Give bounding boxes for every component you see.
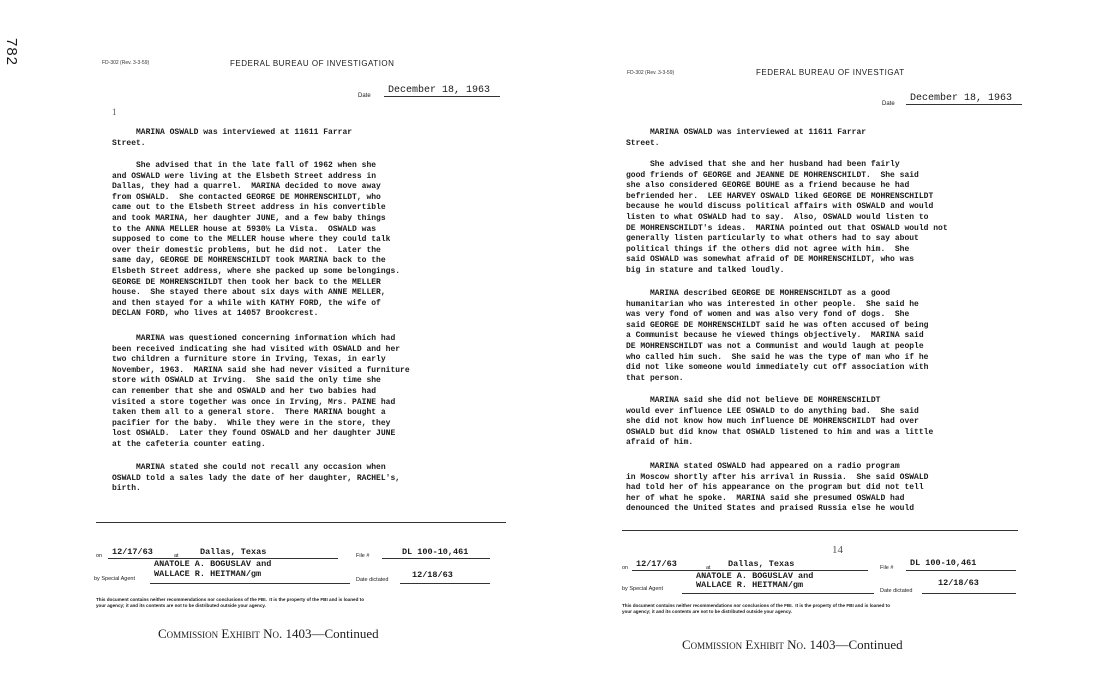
agents-label: by Special Agent bbox=[94, 576, 135, 582]
footer-line-2 bbox=[382, 558, 490, 559]
report-date: December 18, 1963 bbox=[384, 85, 500, 97]
report-date: December 18, 1963 bbox=[906, 93, 1022, 105]
at-label: at bbox=[706, 565, 711, 571]
disclaimer: This document contains neither recommendations nor conclusions of the FBI. It is the property of the FBI and is loaned to your agency; it and its contents are not to be distributed outside your agency. bbox=[622, 603, 890, 614]
interview-place: Dallas, Texas bbox=[728, 559, 795, 569]
agent-2: WALLACE R. HEITMAN/gm bbox=[154, 569, 262, 579]
paragraph-4: MARINA said she did not believe DE MOHRENSCHILDT would ever influence LEE OSWALD to do anything bad. She said she did not know how much influence DE MOHRENSCHILDT had over OSWALD but did know that OSWALD listened to him and was a little afraid of him. bbox=[626, 396, 934, 448]
at-label: at bbox=[174, 553, 179, 559]
exhibit-caption bbox=[682, 637, 903, 653]
bureau-header: FEDERAL BUREAU OF INVESTIGAT bbox=[756, 68, 905, 77]
paragraph-4: MARINA stated she could not recall any occasion when OSWALD told a sales lady the date of her daughter, RACHEL's, birth. bbox=[112, 463, 401, 494]
interview-date: 12/17/63 bbox=[636, 559, 677, 569]
paragraph-2: She advised that in the late fall of 1962 when she and OSWALD were living at the Elsbeth Street address in Dallas, they had a quarrel. MARINA decided to move away from OSWALD. She contacted GEORGE DE MOHRENSCHILDT, who came out to the Elsbeth Street address in his convertible and took MARINA, her daughter JUNE, and a few baby things to the ANNA MELLER house at 5930½ La Vista. OSWALD was supposed to come to the MELLER house where they could talk over their domestic problems, but he did not. Later the same day, GEORGE DE MOHRENSCHILDT took MARINA back to the Elsbeth Street address, where she packed up some belongings. GEORGE DE MOHRENSCHILDT then took her back to the MELLER house. She stayed there about six days with ANNE MELLER, and then stayed for a while with KATHY FORD, the wife of DECLAN FORD, who lives at 14057 Brookcrest. bbox=[112, 161, 401, 319]
agent-2: WALLACE R. HEITMAN/gm bbox=[696, 580, 804, 590]
on-label: on bbox=[96, 553, 103, 559]
paragraph-2: She advised that she and her husband had been fairly good friends of GEORGE and JEANNE DE MOHRENSCHILDT. She said she also considered GEORGE BOUHE as a friend because he had befriended her. LEE HARVEY OSWALD liked GEORGE DE MOHRENSCHILDT because he would discuss political affairs with OSWALD and would listen to what OSWALD had to say. Also, OSWALD would listen to DE MOHRENSCHILDT's ideas. MARINA pointed out that OSWALD would not generally listen particularly to what others had to say about political things if the others did not agree with him. She said OSWALD was somewhat afraid of DE MOHRENSCHILDT, who was big in stature and talked loudly. bbox=[626, 160, 948, 275]
page-mark: 1 bbox=[112, 107, 117, 117]
paragraph-1: MARINA OSWALD was interviewed at 11611 Farrar Street. bbox=[112, 128, 353, 148]
footer-line-3 bbox=[150, 583, 350, 584]
paragraph-3: MARINA described GEORGE DE MOHRENSCHILDT as a good humanitarian who was interested in other people. She said he was very fond of women and was also very fond of dogs. She said GEORGE DE MOHRENSCHILDT said he was often accused of being a Communist because he viewed things objectively. MARINA said DE MOHRENSCHILDT was not a Communist and would laugh at people who called him such. She said he was the type of man who if he did not like someone would immediately cut off association with that person. bbox=[626, 289, 929, 383]
page-number: 782 bbox=[3, 38, 20, 67]
agents-label: by Special Agent bbox=[622, 586, 663, 592]
footer-rule bbox=[96, 522, 506, 523]
footer-rule bbox=[622, 530, 1018, 531]
file-label: File # bbox=[880, 565, 894, 571]
paragraph-5: MARINA stated OSWALD had appeared on a radio program in Moscow shortly after his arrival in Russia. She said OSWALD had told her of his appearance on the program but did not tell her of what he spoke. MARINA said she presumed OSWALD had denounced the United States and praised Russia else he would bbox=[626, 462, 929, 514]
dictated-label: Date dictated bbox=[356, 577, 389, 583]
paragraph-3: MARINA was questioned concerning information which had been received indicating she had visited with OSWALD and her two children a furniture store in Irving, Texas, in early November, 1963. MARINA said she had never visited a furniture store with OSWALD at Irving. She said the only time she can remember that she and OSWALD and her two babies had visited a store together was once in Irving, Mrs. PAINE had taken them all to a general store. There MARINA bought a pacifier for the baby. While they were in the store, they lost OSWALD. Later they found OSWALD and her daughter JUNE at the cafeteria counter eating. bbox=[112, 334, 410, 449]
footer-line-4 bbox=[400, 583, 490, 584]
file-label: File # bbox=[356, 553, 370, 559]
file-number: DL 100-10,461 bbox=[910, 558, 977, 568]
file-number: DL 100-10,461 bbox=[402, 547, 469, 557]
on-label: on bbox=[622, 565, 629, 571]
footer-line-3 bbox=[682, 593, 874, 594]
date-dictated: 12/18/63 bbox=[938, 578, 979, 588]
form-number: FD-302 (Rev. 3-3-59) bbox=[102, 60, 150, 66]
form-number: FD-302 (Rev. 3-3-59) bbox=[627, 70, 675, 76]
interview-date: 12/17/63 bbox=[112, 547, 153, 557]
bureau-header: FEDERAL BUREAU OF INVESTIGATION bbox=[230, 59, 395, 68]
dictated-label: Date dictated bbox=[880, 588, 913, 594]
page-mark: 14 bbox=[832, 544, 843, 556]
date-dictated: 12/18/63 bbox=[412, 570, 453, 580]
agent-1: ANATOLE A. BOGUSLAV and bbox=[154, 559, 272, 569]
exhibit-caption-suffix: —Continued bbox=[835, 637, 903, 652]
date-label: Date bbox=[882, 101, 895, 107]
footer-line-4 bbox=[922, 593, 1016, 594]
exhibit-caption-title: Commission Exhibit No. 1403 bbox=[682, 637, 836, 652]
disclaimer: This document contains neither recommendations nor conclusions of the FBI. It is the property of the FBI and is loaned to your agency; it and its contents are not to be distributed outside your agency. bbox=[96, 597, 364, 608]
agent-1: ANATOLE A. BOGUSLAV and bbox=[696, 571, 814, 581]
date-label: Date bbox=[358, 93, 371, 99]
exhibit-caption bbox=[158, 626, 379, 642]
footer-line-2 bbox=[906, 570, 1016, 571]
paragraph-1: MARINA OSWALD was interviewed at 11611 Farrar Street. bbox=[626, 128, 867, 148]
interview-place: Dallas, Texas bbox=[200, 547, 267, 557]
exhibit-caption-suffix: —Continued bbox=[311, 626, 379, 641]
exhibit-caption-title: Commission Exhibit No. 1403 bbox=[158, 626, 312, 641]
